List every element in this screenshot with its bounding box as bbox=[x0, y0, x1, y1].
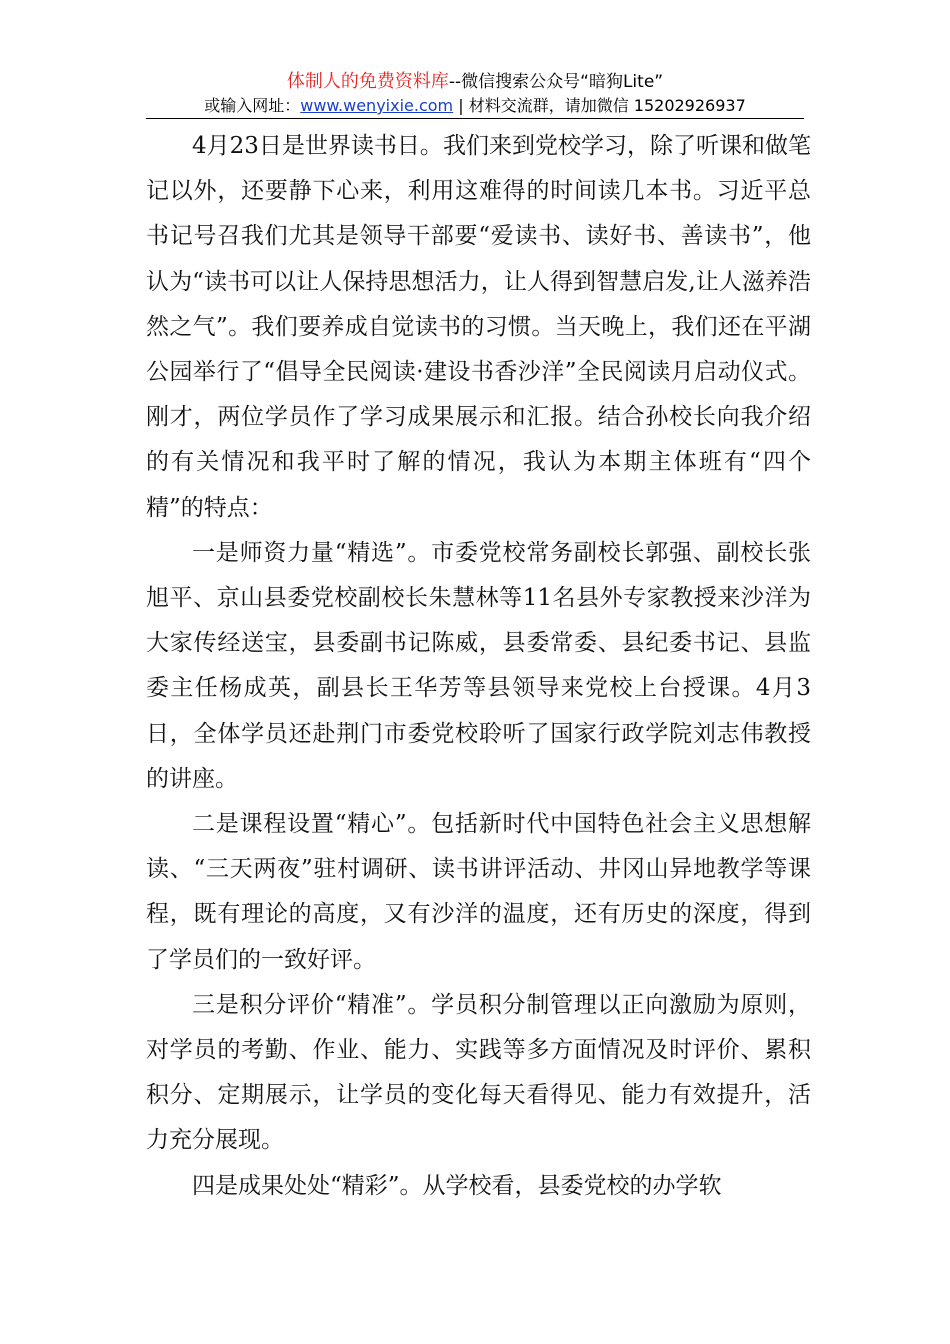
url-prefix: 或输入网址： bbox=[204, 96, 301, 115]
paragraph-point-1: 一是师资力量“精选”。市委党校常务副校长郭强、副校长张旭平、京山县委党校副校长朱慧林等11名县外专家教授来沙洋为大家传经送宝，县委副书记陈威，县委常委、县纪委书记、县监委主任杨成英，副县长王华芳等县领导来党校上台授课。4月3日，全体学员还赴荆门市委党校聆听了国家行政学院刘志伟教授的讲座。 bbox=[146, 539, 811, 792]
website-link[interactable]: www.wenyixie.com bbox=[300, 96, 454, 115]
header-banner bbox=[146, 70, 804, 94]
paragraph-point-2: 二是课程设置“精心”。包括新时代中国特色社会主义思想解读、“三天两夜”驻村调研、读书讲评活动、井冈山异地教学等课程，既有理论的高度，又有沙洋的温度，还有历史的深度，得到了学员们的一致好评。 bbox=[146, 811, 811, 973]
page-header bbox=[146, 70, 804, 118]
paragraph-intro: 4月23日是世界读书日。我们来到党校学习，除了听课和做笔记以外，还要静下心来，利用这难得的时间读几本书。习近平总书记号召我们尤其是领导干部要“爱读书、读好书、善读书”，他认为“读书可以让人保持思想活力，让人得到智慧启发,让人滋养浩然之气”。我们要养成自觉读书的习惯。当天晚上，我们还在平湖公园举行了“倡导全民阅读·建设书香沙洋”全民阅读月启动仪式。刚才，两位学员作了学习成果展示和汇报。结合孙校长向我介绍的有关情况和我平时了解的情况，我认为本期主体班有“四个精”的特点： bbox=[146, 133, 811, 521]
brand-title: 体制人的免费资料库 bbox=[286, 71, 449, 92]
header-contact-line bbox=[146, 94, 804, 118]
header-divider bbox=[146, 118, 804, 119]
paragraph-point-3: 三是积分评价“精准”。学员积分制管理以正向激励为原则，对学员的考勤、作业、能力、实践等多方面情况及时评价、累积积分、定期展示，让学员的变化每天看得见、能力有效提升，活力充分展现。 bbox=[146, 991, 811, 1154]
header-tagline: --微信搜索公众号“暗狗Lite” bbox=[448, 72, 664, 92]
paragraph-point-4: 四是成果处处“精彩”。从学校看，县委党校的办学软 bbox=[192, 1172, 722, 1199]
contact-info: | 材料交流群，请加微信 15202926937 bbox=[453, 96, 746, 115]
document-body bbox=[146, 124, 811, 1209]
